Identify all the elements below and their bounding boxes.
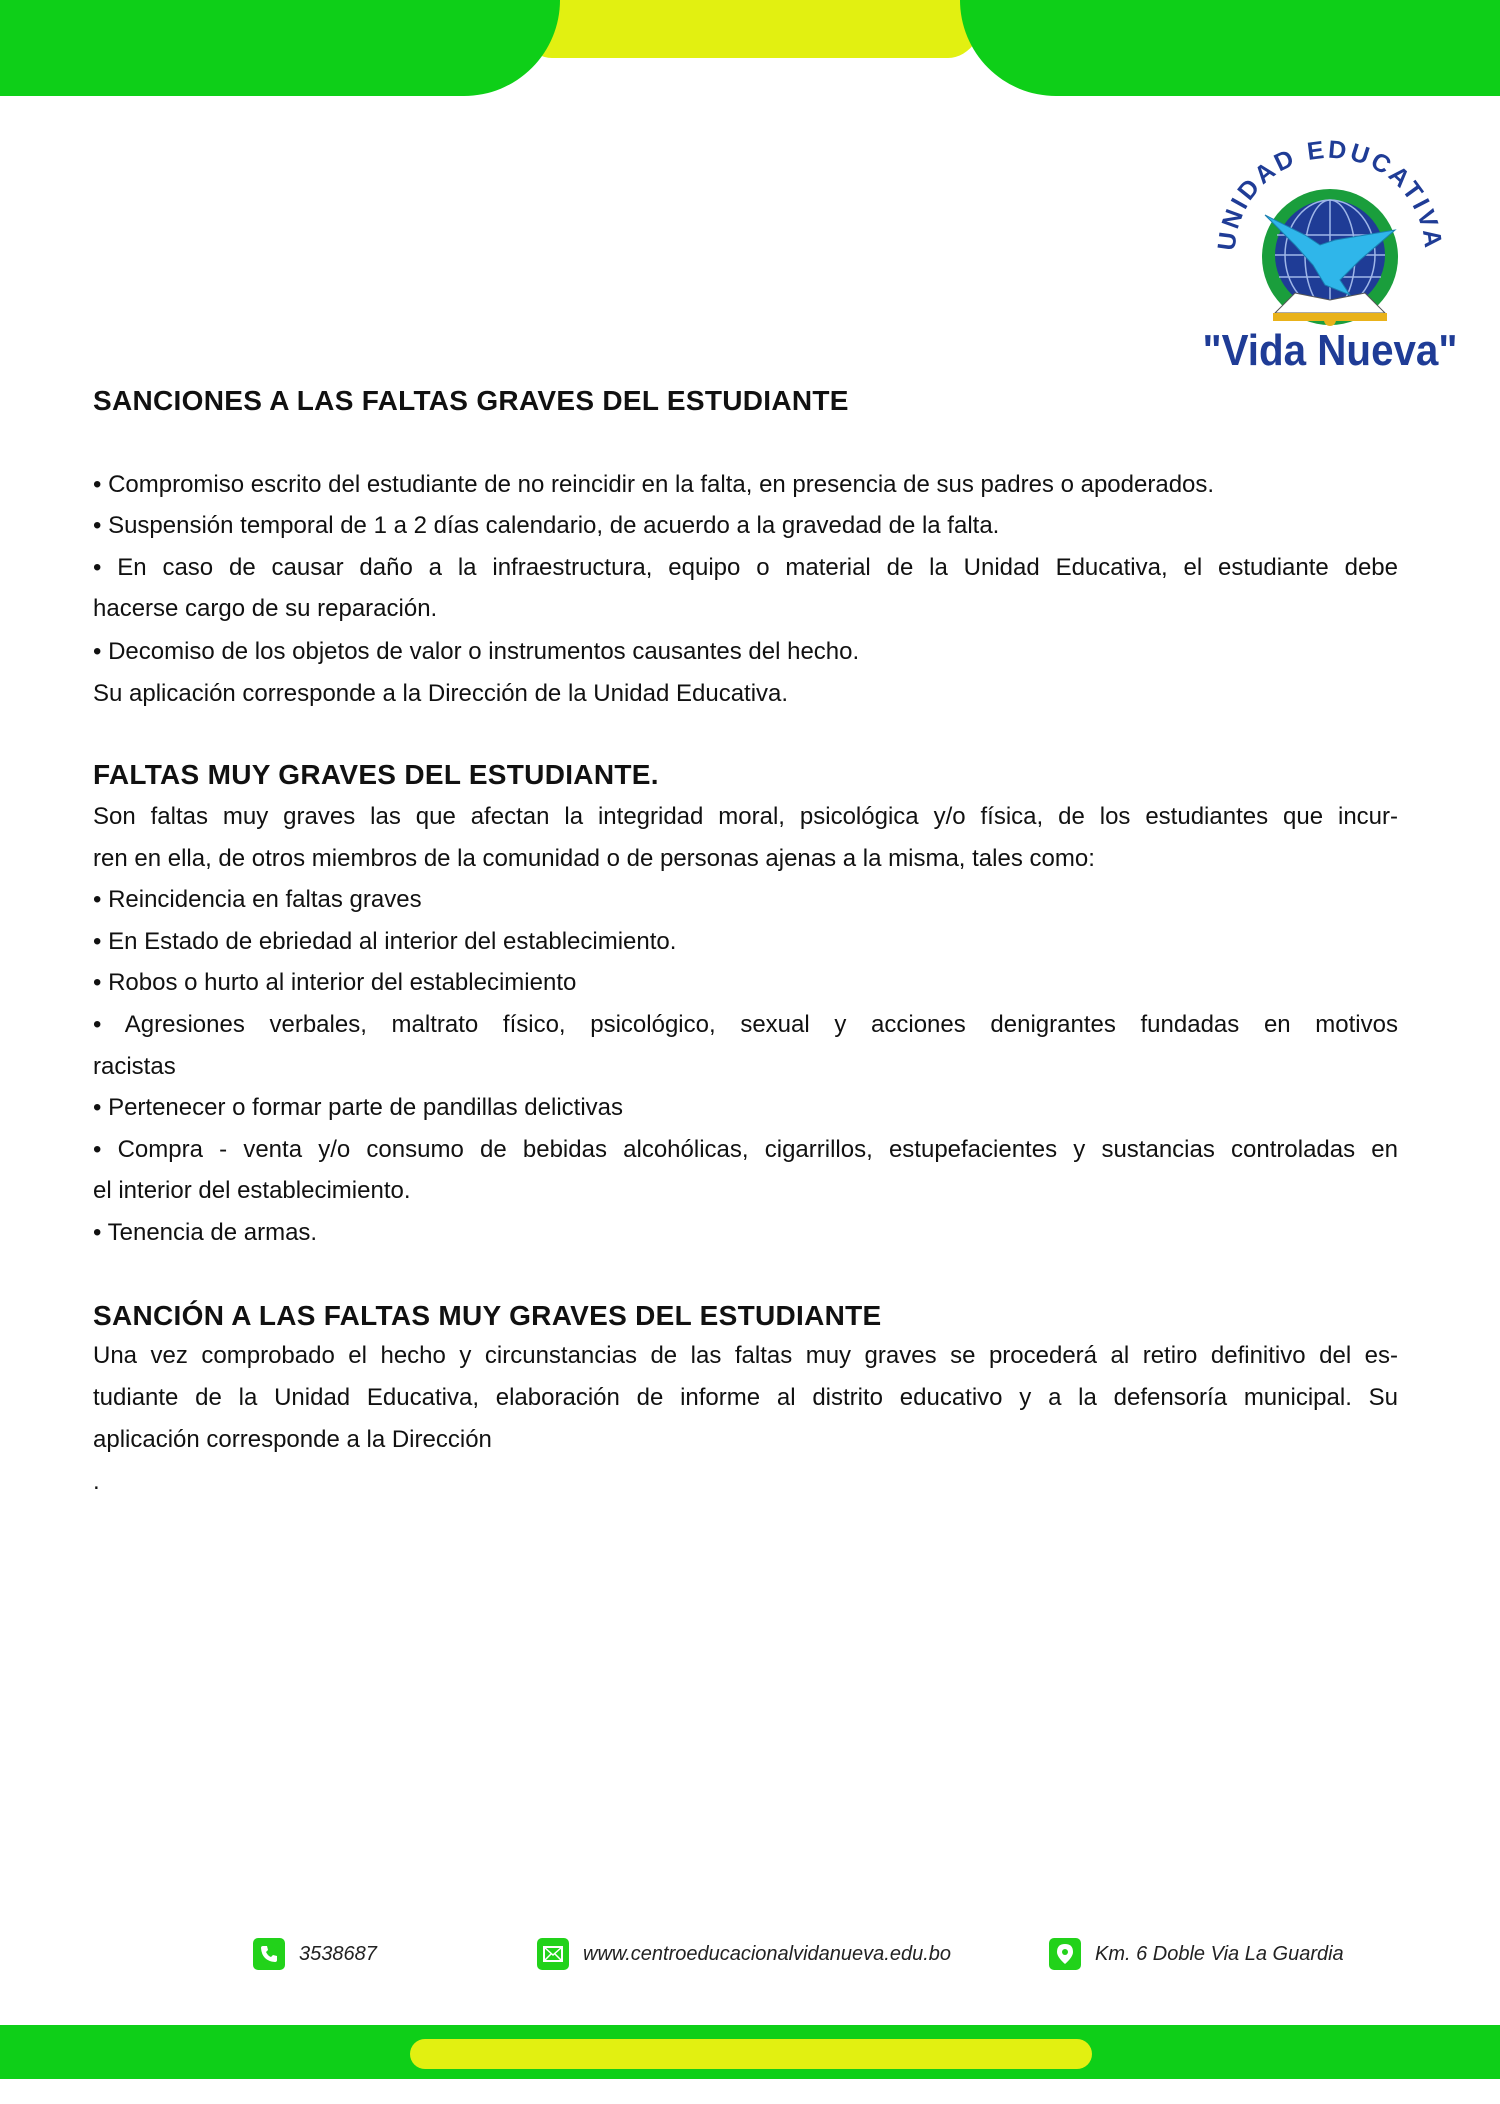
list-item: • Tenencia de armas. xyxy=(93,1219,318,1246)
list-item: • En Estado de ebriedad al interior del establecimiento. xyxy=(93,928,677,955)
paragraph-text: Son faltas muy graves las que afectan la integridad moral, psicológica y/o física, de los estudiantes que incur- xyxy=(93,803,1398,830)
list-item: • Robos o hurto al interior del establecimiento xyxy=(93,969,577,996)
list-item: • Decomiso de los objetos de valor o instrumentos causantes del hecho. xyxy=(93,638,860,665)
header-yellow-tab xyxy=(512,0,988,58)
footer-website[interactable] xyxy=(537,1937,951,1971)
mail-icon xyxy=(537,1938,569,1970)
header-green-band-right xyxy=(960,0,1500,96)
list-item: • Agresiones verbales, maltrato físico, psicológico, sexual y acciones denigrantes fundadas en motivos xyxy=(93,1011,1398,1038)
address-text: Km. 6 Doble Via La Guardia xyxy=(1095,1942,1344,1965)
paragraph-text: Su aplicación corresponde a la Dirección de la Unidad Educativa. xyxy=(93,680,789,707)
footer-phone xyxy=(253,1937,377,1971)
section-heading-sanciones-graves: SANCIONES A LAS FALTAS GRAVES DEL ESTUDIANTE xyxy=(93,385,849,416)
list-item-continuation: racistas xyxy=(93,1053,176,1080)
list-item: • Reincidencia en faltas graves xyxy=(93,886,422,913)
list-item: • Pertenecer o formar parte de pandillas delictivas xyxy=(93,1094,624,1121)
header-green-band-left xyxy=(0,0,560,96)
footer-yellow-pill xyxy=(410,2039,1092,2069)
location-pin-icon xyxy=(1049,1938,1081,1970)
section-heading-sancion-muy-graves: SANCIÓN A LAS FALTAS MUY GRAVES DEL ESTUDIANTE xyxy=(93,1300,882,1331)
list-item: • Compromiso escrito del estudiante de no reincidir en la falta, en presencia de sus padres o apoderados. xyxy=(93,471,1215,498)
website-link[interactable]: www.centroeducacionalvidanueva.edu.bo xyxy=(583,1942,952,1965)
list-item-continuation: hacerse cargo de su reparación. xyxy=(93,595,438,622)
list-item-continuation: el interior del establecimiento. xyxy=(93,1177,411,1204)
school-logo xyxy=(1195,135,1465,375)
phone-number: 3538687 xyxy=(299,1942,377,1965)
logo-arc-text: UNIDAD EDUCATIVA xyxy=(1212,135,1448,253)
list-item: • En caso de causar daño a la infraestructura, equipo o material de la Unidad Educativa, el estudiante debe xyxy=(93,554,1398,581)
section-heading-faltas-muy-graves: FALTAS MUY GRAVES DEL ESTUDIANTE. xyxy=(93,759,659,790)
paragraph-text: aplicación corresponde a la Dirección xyxy=(93,1426,492,1453)
paragraph-dot: . xyxy=(93,1468,100,1495)
list-item: • Suspensión temporal de 1 a 2 días calendario, de acuerdo a la gravedad de la falta. xyxy=(93,512,1000,539)
footer-address xyxy=(1049,1937,1344,1971)
paragraph-text: ren en ella, de otros miembros de la comunidad o de personas ajenas a la misma, tales como: xyxy=(93,845,1095,872)
phone-icon xyxy=(253,1938,285,1970)
paragraph-text: tudiante de la Unidad Educativa, elaboración de informe al distrito educativo y a la defensoría municipal. Su xyxy=(93,1384,1398,1411)
list-item: • Compra - venta y/o consumo de bebidas alcohólicas, cigarrillos, estupefacientes y sustancias controladas en xyxy=(93,1136,1398,1163)
logo-name: "Vida Nueva" xyxy=(1202,326,1458,375)
paragraph-text: Una vez comprobado el hecho y circunstancias de las faltas muy graves se procederá al retiro definitivo del es- xyxy=(93,1342,1398,1369)
